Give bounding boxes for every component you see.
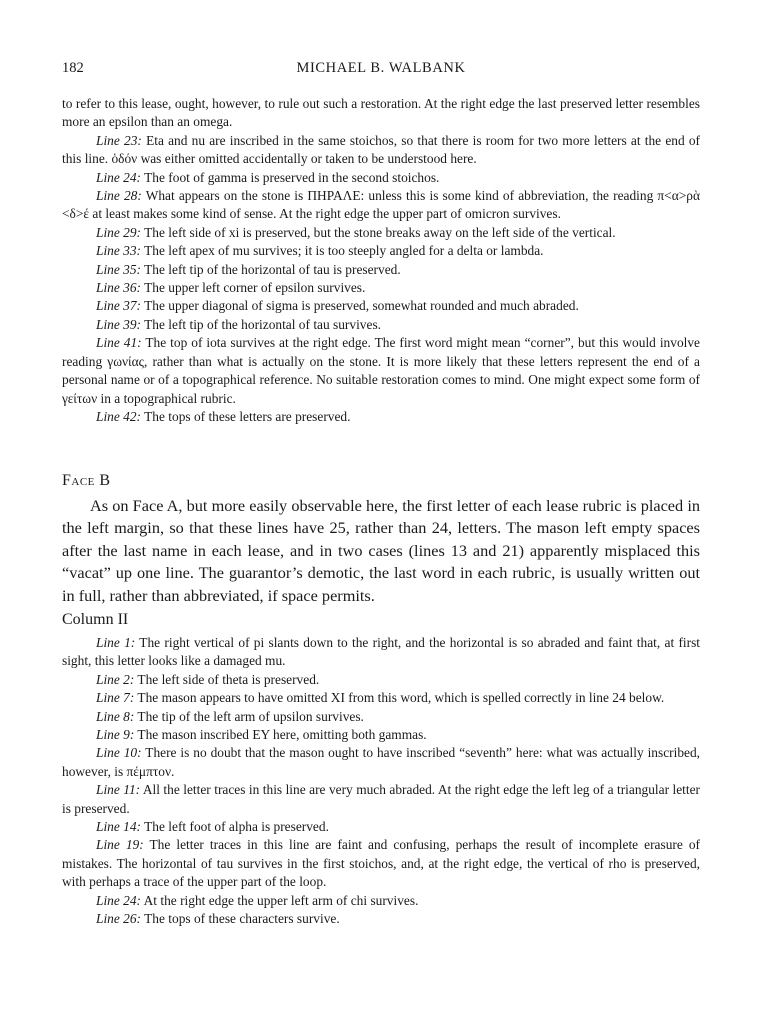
note-text: All the letter traces in this line are very much abraded. At the right edge the left leg of a triangular letter is preserved.: [62, 782, 701, 816]
note-label: Line 10:: [96, 745, 142, 761]
note-label: Line 2:: [96, 671, 135, 687]
running-head: [62, 58, 700, 78]
note-line-1: [62, 634, 700, 671]
note-text: The left foot of alpha is preserved.: [144, 819, 329, 835]
note-line-19: [62, 836, 700, 891]
note-line-36: [62, 279, 700, 297]
note-continuation: [62, 95, 700, 132]
note-line-28: [62, 187, 700, 224]
note-label: Line 14:: [96, 819, 142, 835]
note-text: The tip of the left arm of upsilon survives.: [137, 708, 364, 724]
note-label: Line 19:: [96, 837, 144, 853]
note-line-26: [62, 910, 700, 928]
note-label: Line 41:: [96, 335, 142, 351]
note-label: Line 42:: [96, 408, 142, 424]
column-ii-heading: Column II: [62, 611, 129, 628]
face-b-heading: Face B: [62, 472, 111, 489]
note-line-9: [62, 726, 700, 744]
note-text: What appears on the stone is ΠΗΡΑΛΕ: unless this is some kind of abbreviation, the reading π<α>ρὰ <δ>έ at least makes some kind of sense. At the right edge the upper part of omicron survives.: [62, 188, 700, 222]
note-text: The top of iota survives at the right edge. The first word might mean “corner”, but this would involve reading γωνίας, rather than what is actually on the stone. It is more likely that these letters represent the end of a personal name or of a topographical reference. No suitable restoration comes to mind. One might expect some form of γείτων in a topographical rubric.: [62, 335, 701, 406]
note-label: Line 24:: [96, 169, 142, 185]
note-text: The letter traces in this line are faint and confusing, perhaps the result of incomplete erasure of mistakes. The horizontal of tau survives in the first stoichos, and, at the right edge, the vertical of rho is preserved, with perhaps a trace of the upper part of the loop.: [62, 837, 700, 890]
note-text: The left tip of the horizontal of tau is preserved.: [144, 261, 401, 277]
note-label: Line 33:: [96, 243, 142, 259]
note-line-29: [62, 224, 700, 242]
note-line-7: [62, 689, 700, 707]
note-line-8: [62, 708, 700, 726]
note-label: Line 26:: [96, 911, 142, 927]
note-label: Line 36:: [96, 280, 142, 296]
note-label: Line 29:: [96, 224, 142, 240]
note-text: The upper diagonal of sigma is preserved, somewhat rounded and much abraded.: [144, 298, 579, 314]
note-label: Line 39:: [96, 316, 142, 332]
face-b-intro-text: As on Face A, but more easily observable here, the first letter of each lease rubric is placed in the left margin, so that these lines have 25, rather than 24, letters. The mason left empty spaces after the last name in each lease, and in two cases (lines 13 and 21) apparently misplaced this “vacat” up one line. The guarantor’s demotic, the last word in each rubric, is usually written out in full, rather than abbreviated, if space permits.: [62, 496, 700, 605]
note-text: The right vertical of pi slants down to the right, and the horizontal is so abraded and faint that, at first sight, this letter looks like a damaged mu.: [62, 635, 701, 669]
note-label: Line 7:: [96, 690, 135, 706]
note-line-10: [62, 744, 700, 781]
note-text: Eta and nu are inscribed in the same stoichos, so that there is room for two more letters at the end of this line. ὁδόν was either omitted accidentally or taken to be understood here.: [62, 132, 700, 167]
note-line-33: [62, 242, 700, 260]
note-line-11: [62, 781, 700, 818]
note-text: The mason appears to have omitted XI from this word, which is spelled correctly in line 24 below.: [137, 690, 665, 706]
note-text: The mason inscribed EY here, omitting both gammas.: [137, 727, 427, 743]
note-line-35: [62, 261, 700, 279]
note-line-24: [62, 169, 700, 187]
face-a-notes: [62, 95, 700, 426]
note-text: The tops of these letters are preserved.: [144, 408, 351, 424]
note-text: The left side of theta is preserved.: [137, 671, 320, 687]
note-label: Line 37:: [96, 298, 142, 314]
face-b-intro: [62, 495, 700, 607]
note-text: The left side of xi is preserved, but the stone breaks away on the left side of the vertical.: [144, 224, 616, 240]
note-line-41: [62, 334, 700, 408]
note-text: At the right edge the upper left arm of chi survives.: [143, 892, 419, 908]
note-line-37: [62, 297, 700, 315]
note-label: Line 8:: [96, 708, 135, 724]
column-ii-notes: [62, 634, 700, 929]
note-text: The left apex of mu survives; it is too steeply angled for a delta or lambda.: [144, 243, 544, 259]
note-line-42: [62, 408, 700, 426]
note-line-24-col-ii: [62, 892, 700, 910]
note-label: Line 11:: [96, 782, 141, 798]
note-label: Line 23:: [96, 132, 142, 148]
note-label: Line 35:: [96, 261, 142, 277]
note-line-39: [62, 316, 700, 334]
page-number: 182: [62, 60, 84, 76]
note-text: The foot of gamma is preserved in the second stoichos.: [144, 169, 440, 185]
note-text: The tops of these characters survive.: [144, 911, 340, 927]
note-label: Line 28:: [96, 188, 142, 204]
note-text: The upper left corner of epsilon survives.: [144, 280, 366, 296]
note-label: Line 1:: [96, 635, 136, 650]
note-label: Line 9:: [96, 727, 135, 743]
note-text: The left tip of the horizontal of tau survives.: [144, 316, 381, 332]
note-line-23: [62, 132, 700, 169]
note-line-2: [62, 671, 700, 689]
note-label: Line 24:: [96, 892, 142, 908]
note-text: to refer to this lease, ought, however, to rule out such a restoration. At the right edge the last preserved letter resembles more an epsilon than an omega.: [62, 96, 700, 130]
note-line-14: [62, 818, 700, 836]
note-text: There is no doubt that the mason ought to have inscribed “seventh” here: what was actually inscribed, however, is πέμπτον.: [62, 745, 700, 779]
running-title: MICHAEL B. WALBANK: [296, 60, 466, 76]
